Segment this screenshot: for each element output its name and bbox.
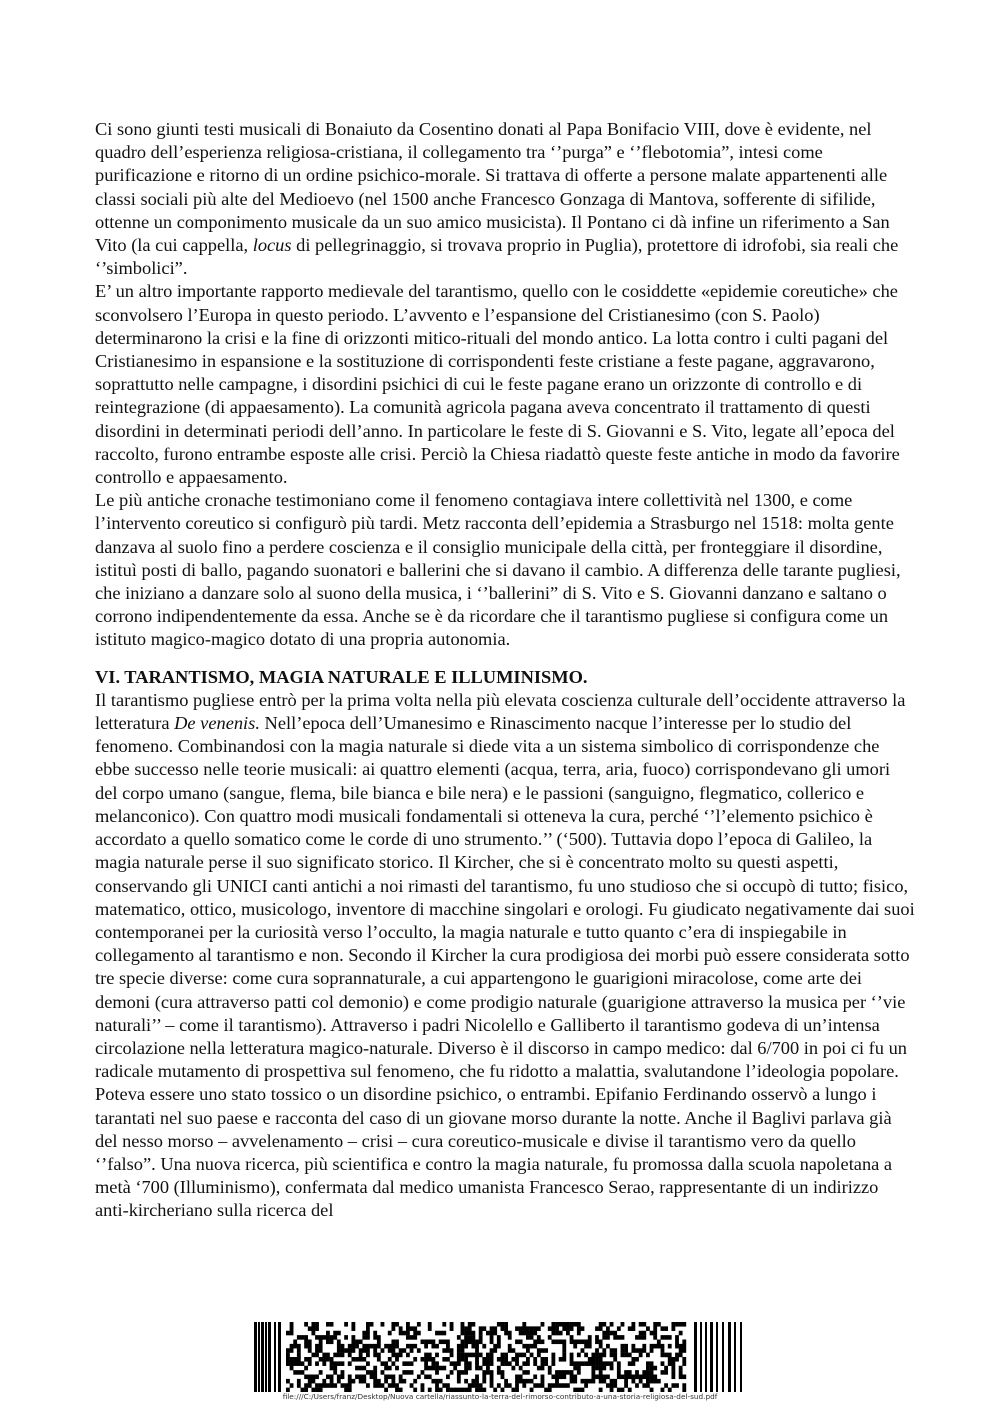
paragraph-text: di pellegrinaggio, si trovava proprio in Puglia), protettore di idrofobi, sia reali che ‘’simbolici”. (95, 235, 899, 279)
page-body (95, 118, 915, 1223)
barcode-icon (254, 1322, 744, 1392)
file-path: file:///C:/Users/franz/Desktop/Nuova cartella/riassunto-la-terra-del-rimorso-contributo-a-una-storia-religiosa-del-sud.pdf (282, 1392, 718, 1401)
paragraph: E’ un altro importante rapporto medievale del tarantismo, quello con le cosiddette «epidemie coreutiche» che sconvolsero l’Europa in questo periodo. L’avvento e l’espansione del Cristianesimo (con S. Paolo) determinarono la crisi e la fine di orizzonti mitico-rituali del mondo antico. La lotta contro i culti pagani del Cristianesimo in espansione e la sostituzione di corrispondenti feste cristiane a feste pagane, aggravarono, soprattutto nelle campagne, i disordini psichici di cui le feste pagane erano un orizzonte di controllo e di reintegrazione (di appaesamento). La comunità agricola pagana aveva concentrato il trattamento di questi disordini in determinati periodi dell’anno. In particolare le feste di S. Giovanni e S. Vito, legate all’epoca del raccolto, furono entrambe esposte alle crisi. Perciò la Chiesa riadattò queste feste antiche in modo da favorire controllo e appaesamento. (95, 281, 900, 488)
page-footer (250, 1318, 750, 1406)
paragraph: Le più antiche cronache testimoniano come il fenomeno contagiava intere collettività nel 1300, e come l’intervento coreutico si configurò più tardi. Metz racconta dell’epidemia a Strasburgo nel 1518: molta gente danzava al suolo fino a perdere coscienza e il consiglio municipale della città, per fronteggiare il disordine, istituì posti di ballo, pagando suonatori e ballerini che si davano il cambio. A differenza delle tarante pugliesi, che iniziano a danzare solo al suono della musica, i ‘’ballerini” di S. Vito e S. Giovanni danzano e saltano o corrono indipendentemente da essa. Anche se è da ricordare che il tarantismo pugliese si configura come un istituto magico-magico dotato di una propria autonomia. (95, 490, 901, 650)
italic-term: De venenis. (174, 713, 260, 734)
paragraph-text: Il tarantismo pugliese entrò per la prima volta nella più elevata coscienza culturale dell’occidente attraverso la letteratura (95, 689, 906, 734)
section-heading: VI. TARANTISMO, MAGIA NATURALE E ILLUMINISMO. (95, 666, 588, 687)
paragraph-text: Ci sono giunti testi musicali di Bonaiuto da Cosentino donati al Papa Bonifacio VIII, dove è evidente, nel quadro dell’esperienza religiosa-cristiana, il collegamento tra ‘’purga” e ‘’flebotomia”, intesi come purificazione e ritorno di un ordine psichico-morale. Si trattava di offerte a persone malate appartenenti alle classi sociali più alte del Medioevo (nel 1500 anche Francesco Gonzaga di Mantova, sofferente di sifilide, ottenne un componimento musicale da un suo amico musicista). Il Pontano ci dà infine un riferimento a San Vito (la cui cappella, (95, 119, 890, 256)
paragraph (95, 689, 915, 1223)
italic-term: locus (252, 235, 292, 256)
paragraph-text: Nell’epoca dell’Umanesimo e Rinascimento nacque l’interesse per lo studio del fenomeno. Combinandosi con la magia naturale si diede vita a un sistema simbolico di corrispondenze che ebbe successo nelle teorie musicali: ai quattro elementi (acqua, terra, aria, fuoco) corrispondevano gli umori del corpo umano (sangue, flema, bile bianca e bile nera) e le passioni (sanguigno, flegmatico, collerico e melanconico). Con quattro modi musicali fondamentali si otteneva la cura, perché ‘’l’elemento psichico è accordato a quello somatico come le corde di uno strumento.’’ (‘500). Tuttavia dopo l’epoca di Galileo, la magia naturale perse il suo significato storico. Il Kircher, che si è concentrato molto su questi aspetti, conservando gli UNICI canti antichi a noi rimasti del tarantismo, fu uno studioso che si occupò di tutto; fisico, matematico, ottico, musicologo, inventore di macchine singolari e orologi. Fu giudicato negativamente dai suoi contemporanei per la curiosità verso l’occulto, la magia naturale e tutto quanto c’era di inspiegabile in collegamento al tarantismo e non. Secondo il Kircher la cura prodigiosa dei morbi può essere considerata sotto tre specie diverse: come cura soprannaturale, a cui appartengono le guarigioni miracolose, come arte dei demoni (cura attraverso patti col demonio) e come prodigio naturale (guarigione attraverso la musica per ‘’vie naturali’’ – come il tarantismo). Attraverso i padri Nicolello e Galliberto il tarantismo godeva di un’intensa circolazione nella letteratura magico-naturale. Diverso è il discorso in campo medico: dal 6/700 in poi ci fu un radicale mutamento di prospettiva sul fenomeno, che fu ridotto a malattia, svalutandone l’ideologia popolare. Poteva essere uno stato tossico o un disordine psichico, o entrambi. Epifanio Ferdinando osservò a lungo i tarantati nel suo paese e racconta del caso di un giovane morso durante la notte. Anche il Baglivi parlava già del nesso morso – avvelenamento – crisi – cura coreutico-musicale e divise il tarantismo vero da quello ‘’falso”. Una nuova ricerca, più scientifica e contro la magia naturale, fu promossa dalla scuola napoletana a metà ‘700 (Illuminismo), confermata dal medico umanista Francesco Serao, rappresentante di un indirizzo anti-kircheriano sulla ricerca del (95, 713, 915, 1221)
paragraph (95, 118, 915, 280)
